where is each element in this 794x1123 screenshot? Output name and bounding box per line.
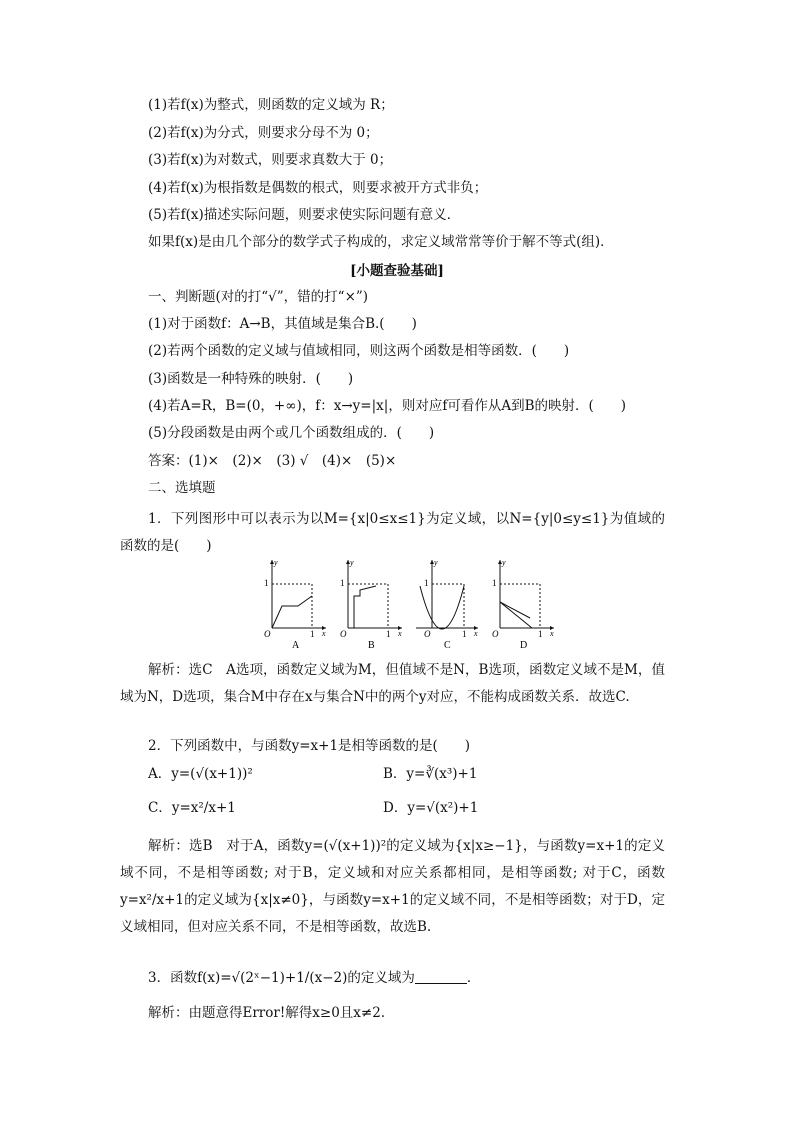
graph-a [260, 556, 330, 652]
q2-option-b: B．y=∛(x³)+1 [383, 766, 478, 782]
q2-option-c: C．y=x²/x+1 [148, 800, 236, 816]
section-title: [小题查验基础] [350, 263, 444, 279]
part2-heading: 二、选填题 [148, 480, 216, 496]
graph-b-x: x [398, 629, 402, 638]
graph-d-x: x [550, 629, 554, 638]
graph-c-label: C [444, 640, 451, 651]
graph-b-y: y [350, 558, 354, 567]
q2-option-d: D．y=√(x²)+1 [383, 800, 479, 816]
q1-solution: 解析：选C A选项，函数定义域为M，但值域不是N，B选项，函数定义域不是M，值域为N，D选项，集合M中存在x与集合N中的两个y对应，不能构成函数关系．故选C. [120, 662, 665, 705]
graph-d-y: y [502, 558, 506, 567]
graph-b-label: B [368, 640, 375, 651]
graph-d-tick-y: 1 [492, 578, 497, 588]
q3-stem [148, 969, 480, 987]
graph-a-tick-x: 1 [310, 629, 315, 639]
q1-graphs [260, 556, 560, 652]
part1-item-3: (3)函数是一种特殊的映射．( ) [148, 371, 354, 387]
part1-heading: 一、判断题(对的打“√”，错的打“×”) [148, 289, 369, 305]
graph-c-y: y [434, 558, 438, 567]
graph-b-tick-x: 1 [386, 629, 391, 639]
intro-line-4: (4)若f(x)为根指数是偶数的根式，则要求被开方式非负； [148, 180, 488, 196]
graph-a-x: x [322, 629, 326, 638]
graph-d [488, 556, 558, 652]
graph-c-x: x [474, 629, 478, 638]
graph-c [412, 556, 482, 652]
part1-item-5: (5)分段函数是由两个或几个函数组成的．( ) [148, 425, 435, 441]
part1-answer: 答案：(1)× (2)× (3) √ (4)× (5)× [148, 453, 397, 469]
intro-line-6: 如果f(x)是由几个部分的数学式子构成的，求定义域常常等价于解不等式(组)． [148, 234, 614, 250]
q2-stem: 2．下列函数中，与函数y=x+1是相等函数的是( ) [148, 738, 471, 754]
intro-line-5: (5)若f(x)描述实际问题，则要求使实际问题有意义． [148, 207, 461, 223]
q2-solution: 解析：选B 对于A，函数y=(√(x+1))²的定义域为{x|x≥−1}，与函数y=x+1的定义域不同，不是相等函数; 对于B，定义域和对应关系都相同，是相等函数; 对于C，函数y=x²/x+1的定义域为{x|x≠0}，与函数y=x+1的定义域不同，不是相等函数；对于D，定义域相同，但对应关系不同，不是相等函数，故选B. [120, 838, 665, 935]
graph-d-tick-x: 1 [538, 629, 543, 639]
q2-option-a: A．y=(√(x+1))² [148, 766, 253, 782]
graph-b [336, 556, 406, 652]
intro-line-1: (1)若f(x)为整式，则函数的定义域为 R； [148, 97, 394, 113]
part1-item-4: (4)若A=R，B=(0，+∞)，f：x→y=|x|，则对应f可看作从A到B的映射．( ) [148, 398, 627, 414]
part1-item-2: (2)若两个函数的定义域与值域相同，则这两个函数是相等函数．( ) [148, 343, 570, 359]
graph-a-y: y [274, 558, 278, 567]
q1-stem: 1．下列图形中可以表示为以M={x|0≤x≤1}为定义域，以N={y|0≤y≤1}为值域的函数的是( ) [120, 511, 665, 554]
graph-c-tick-x: 1 [462, 629, 467, 639]
graph-a-label: A [292, 640, 300, 651]
graph-b-origin: O [340, 629, 347, 639]
q3-answer-blank[interactable] [415, 969, 467, 984]
graph-c-tick-y: 1 [424, 578, 429, 588]
part1-item-1: (1)对于函数f：A→B，其值域是集合B.( ) [148, 316, 417, 332]
graph-a-tick-y: 1 [264, 578, 269, 588]
graph-d-origin: O [492, 629, 499, 639]
intro-line-2: (2)若f(x)为分式，则要求分母不为 0； [148, 125, 379, 141]
q3-solution: 解析：由题意得Error!解得x≥0且x≠2. [148, 1005, 386, 1021]
q3-stem-text: 3．函数f(x)=√(2ˣ−1)+1/(x−2)的定义域为 [148, 970, 415, 986]
q3-stem-end: ． [466, 970, 481, 986]
graph-b-tick-y: 1 [340, 578, 345, 588]
graph-d-label: D [520, 640, 528, 651]
graph-a-origin: O [264, 629, 271, 639]
graph-c-origin: O [424, 629, 431, 639]
intro-line-3: (3)若f(x)为对数式，则要求真数大于 0； [148, 152, 393, 168]
